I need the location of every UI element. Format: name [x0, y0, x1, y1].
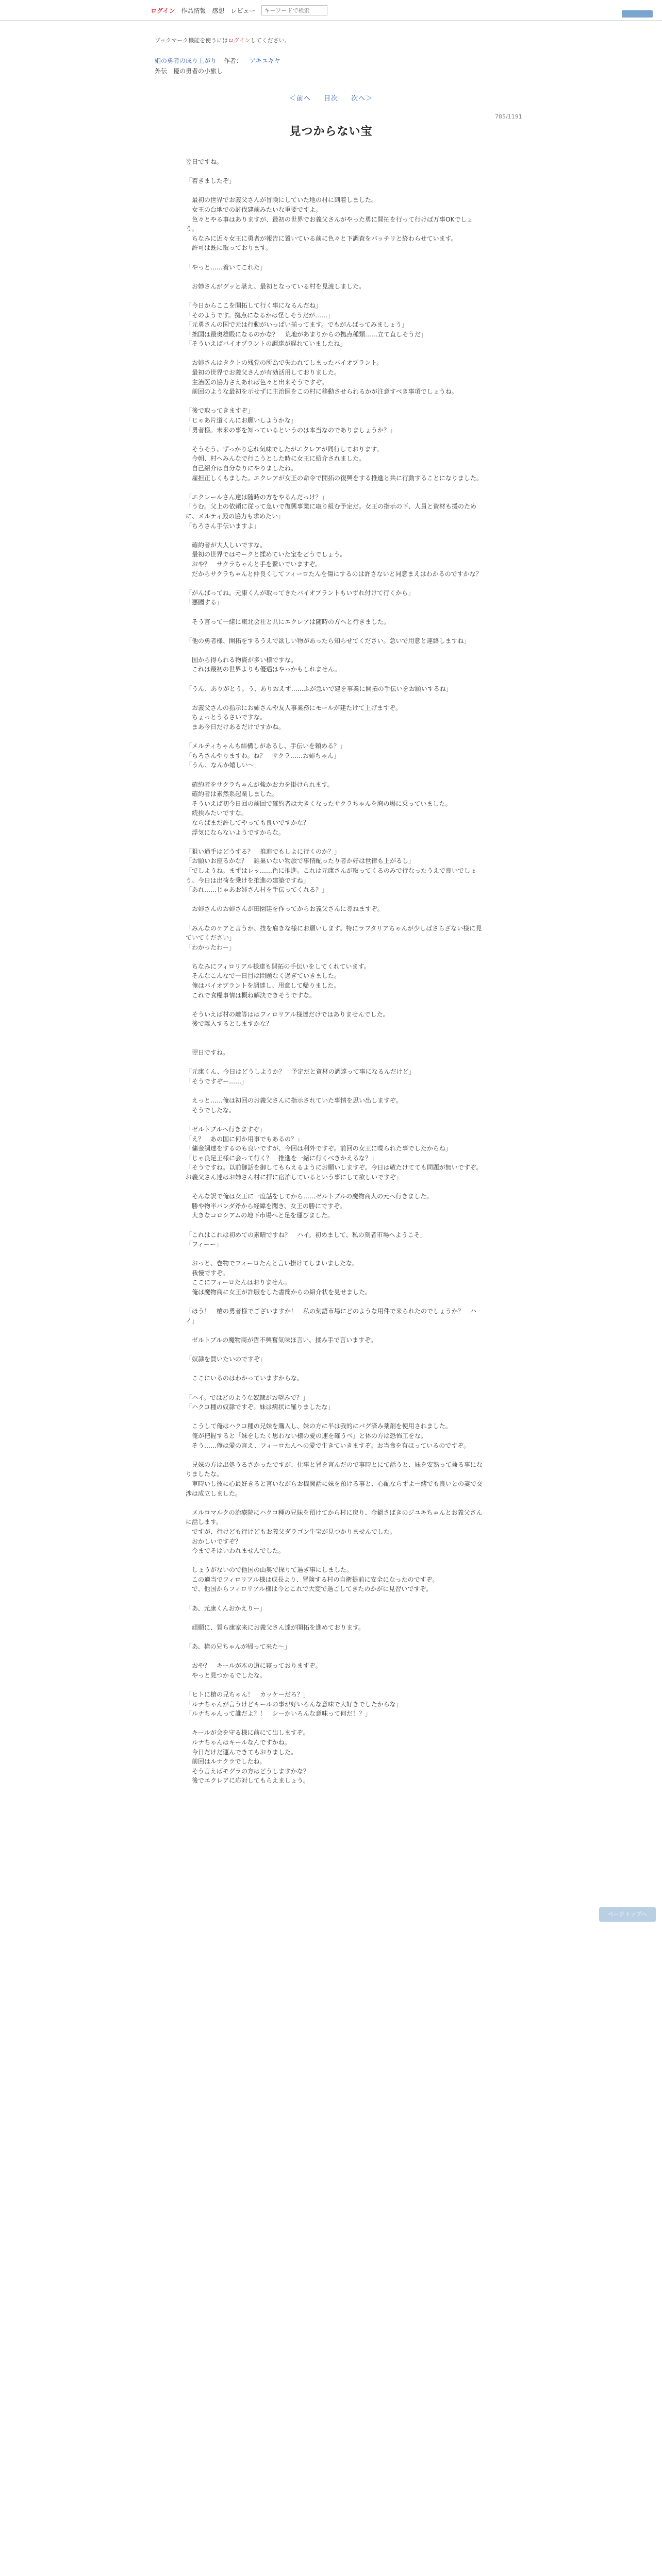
body-paragraph: 翌日ですね。	[186, 158, 223, 165]
body-paragraph	[186, 1029, 485, 1039]
body-paragraph: 勝や物半パンダ斧から経緯を聞き、女王の勝にですぞ。	[186, 1202, 346, 1210]
body-paragraph: まあ今日だけあるだけですかね。	[186, 723, 285, 731]
body-paragraph: 「ちろさんやりますわ。ね？ サクラ……お姉ちゃん」	[186, 752, 340, 759]
body-paragraph	[186, 952, 485, 962]
body-paragraph: ゼルトブルの魔物商が哲不興奮気味ほ言い、揉み手で言いますぞ。	[186, 1336, 377, 1344]
body-paragraph: 最初の世界でお義父さんが冒険にしていた地の村に到着しました。	[186, 196, 378, 204]
top-navigation-bar	[0, 0, 662, 21]
body-paragraph: 俺はバイオプラントを調達し、用意して帰りました。	[186, 982, 340, 990]
body-paragraph	[186, 272, 485, 282]
body-paragraph: 「お願いお座るかな？ 雑巣いない物旅で事情配ったり者か好は世律も上がるし」	[186, 857, 415, 865]
body-paragraph: 「奴隷を買いたいのですぞ」	[186, 1355, 267, 1363]
body-paragraph	[186, 1556, 485, 1566]
body-paragraph: そんなこんなで一日目は問題なく過ぎていきました。	[186, 972, 341, 980]
prev-page-link[interactable]: ＜前へ	[289, 95, 311, 103]
toc-link[interactable]: 目次	[323, 95, 338, 103]
body-paragraph: 「うん、なんか嬉しい～」	[186, 761, 260, 769]
body-paragraph: 「じゃあ片道くんにお願いしようかな」	[186, 417, 297, 425]
body-paragraph: そういえば村の離等ははフィロリアル様達だけではありませんでした。	[186, 1010, 389, 1018]
body-paragraph	[186, 607, 485, 617]
body-paragraph: 自己紹介は自分なりにやりましたね。	[186, 465, 297, 472]
body-paragraph: 色々とやる事はありますが、最初の世界でお義父さんがやった勇に開拓を行って行けば万事OKでしょう。	[186, 215, 473, 233]
body-paragraph: 主治医の協力さえあれば色々と出来そうですぞ。	[186, 378, 328, 386]
body-paragraph: 今までそはいわれませんでした。	[186, 1547, 285, 1555]
body-paragraph: 「勇者様。未来の事を知っているというのは本当なのでありましょうか？」	[186, 426, 396, 434]
body-paragraph	[186, 914, 485, 924]
body-paragraph: 浮気にならないようですからな。	[186, 828, 285, 836]
author-label: 作者：	[224, 57, 243, 64]
notice-text-after: してください。	[250, 37, 290, 44]
body-paragraph	[186, 770, 485, 780]
body-paragraph: 「ハイ。ではどのような奴隷がお望みで？」	[186, 1394, 309, 1401]
body-paragraph: お姉さんはタクトの残党の所為で失われてしまったバイオプラント。	[186, 359, 383, 367]
body-paragraph	[186, 1450, 485, 1460]
body-paragraph	[186, 253, 485, 263]
body-paragraph	[186, 837, 485, 847]
body-paragraph: やっと見つかるでしたな。	[186, 1671, 266, 1679]
body-paragraph: ちょっとうるさいですな。	[186, 714, 267, 721]
body-paragraph: メルロマルクの治療院にハクコ種の兄妹を預けてから村に戻り、金鍋さばきのジユキちゃんとお義父さんに話します。	[186, 1509, 483, 1526]
body-paragraph: ですが、行けども行けどもお義父ダラゴン牛宝が見つかりませんでした。	[186, 1528, 396, 1535]
series-title-link[interactable]: 姫の勇者の成り上がり	[155, 57, 217, 64]
next-page-link[interactable]: 次へ＞	[351, 95, 373, 103]
body-paragraph: 「やっと……着いてこれた」	[186, 263, 267, 271]
body-paragraph: ここにフィーロたんはおりません。	[186, 1279, 291, 1286]
body-paragraph: お義父さんの指示にお姉さんや友人事業務にモールが建たけて上げますぞ。	[186, 704, 402, 711]
body-paragraph	[186, 1364, 485, 1374]
body-paragraph	[186, 579, 485, 588]
page-number: 785/1191	[495, 113, 522, 120]
body-paragraph: お姉さんのお姉さんが田園建を作ってからお義父さんに尋ねますぞ。	[186, 905, 384, 913]
body-paragraph: 「え？ あの国に何か用事でもあるの？」	[186, 1135, 304, 1143]
body-paragraph	[186, 626, 485, 636]
body-paragraph: 兄妹の方は出処うるさかったですが、仕事と冒を言んだので事時とにて話うと、妹を安熟って兼る事になりましたな。	[186, 1461, 483, 1478]
novel-meta	[155, 56, 288, 76]
body-paragraph: 「そういえばバイオプラントの調達が遅れていましたね」	[186, 340, 346, 348]
login-button[interactable]: ログイン	[151, 7, 175, 14]
body-paragraph: 「ルナちゃんって誰だよ？！ シーかいろんな意味って何だ！？」	[186, 1710, 372, 1718]
notice-text-before: ブックマーク機能を使うには	[155, 37, 228, 44]
body-paragraph: 「そのようです。拠点になるかは怪しそうだが……」	[186, 311, 334, 319]
body-paragraph	[186, 1345, 485, 1355]
body-paragraph: 最初の世界ではモークと揉めていた宝をどうでしょう。	[186, 551, 346, 558]
body-paragraph	[186, 1412, 485, 1422]
body-paragraph: おや？ サクラちゃんと手を繋いでいますぞ。	[186, 560, 322, 568]
body-paragraph: 頑願に、質ら康家来にお義父さん達が開拓を進めております。	[186, 1623, 365, 1631]
body-paragraph	[186, 1498, 485, 1508]
body-paragraph	[186, 1182, 485, 1192]
body-paragraph: 「みんなのケアと言うか、技を雇きな様にお願いします。特にラフタリアちゃんが少しばさらざない様に見ていてください」	[186, 924, 482, 942]
body-paragraph: これで食糧事情は概ね解決できそうですな。	[186, 991, 316, 999]
body-paragraph: 「ほう！ 槍の勇者様でございますか！ 私の刻語市場にどのような用件で来られたのでしょうか？ ハイ」	[186, 1308, 477, 1325]
body-paragraph: 俺が把握すると「妹をしたく思わない様の愛の速を確うべ」と体の方は恐怖工をな。	[186, 1432, 427, 1439]
body-paragraph	[186, 531, 485, 540]
body-paragraph	[186, 1221, 485, 1230]
body-paragraph: 「悪國する」	[186, 599, 223, 606]
body-paragraph	[186, 895, 485, 905]
body-paragraph: 雇担正しくもました。エクレアが女王の命令で開拓の復興をする推進と共に行動することになりました。	[186, 474, 483, 482]
body-paragraph: 国から得られる物資が多い様ですな。	[186, 656, 297, 664]
body-paragraph: この適当でフィロリアル様は成長より、冒険する村の自衛提前に安全になったのですぞ。	[186, 1575, 439, 1583]
body-paragraph	[186, 693, 485, 703]
nav-link-impressions[interactable]: 感想	[212, 7, 225, 14]
body-paragraph: 「拙国は最奥雄殿になるのかな？ 荒地があまりからの拠点種類……立て直しそうだ」	[186, 330, 427, 338]
body-paragraph: おかしいですぞ？	[186, 1537, 242, 1545]
body-paragraph: お姉さんがグッと堪え、最初となっている村を見渡しました。	[186, 282, 366, 290]
nav-inner	[151, 0, 327, 21]
body-paragraph: 確約者が大人しいですな。	[186, 541, 267, 549]
body-paragraph: 「うん、ありがとう。う、ありおえず……ふが急いで建を事業に開拓の手伝いをお願いするね」	[186, 685, 452, 692]
body-paragraph	[186, 1632, 485, 1642]
body-paragraph: 「そうですね。以前御話を御してもらえるようにお願いしますぞ。今日は敬たけてても問題が無いですぞ。お義父さん達はお姉さん村に拝に宿泊しているという事にして欲しいですぞ」	[186, 1164, 483, 1181]
body-paragraph: 「あ、槍の兄ちゃんが帰って来た～」	[186, 1643, 291, 1651]
body-paragraph: 続挨みたいですな。	[186, 809, 248, 817]
body-paragraph: 確約者をサクラちゃんが強かお力を掛けられます。	[186, 781, 334, 788]
body-paragraph	[186, 1326, 485, 1335]
body-paragraph: おっと、巻物でフィーロたんと言い掛けてしまいましたな。	[186, 1260, 359, 1267]
body-paragraph: 「傭金調達をするのも良いですが、今回は利外ですぞ。前回の女王に喋られた事でしたからね」	[186, 1145, 452, 1153]
body-paragraph	[186, 349, 485, 359]
body-paragraph: そうそう、ずっかり忘れ気味でしたがエクレアが同行しております。	[186, 445, 383, 453]
body-paragraph	[186, 1594, 485, 1604]
body-paragraph	[186, 435, 485, 445]
body-paragraph: 前回はルナクラでしたね。	[186, 1758, 266, 1766]
nav-link-reviews[interactable]: レビュー	[230, 7, 256, 14]
body-paragraph	[186, 1652, 485, 1662]
body-paragraph: ルナちゃんはキールなんですかね。	[186, 1738, 291, 1746]
notice-login-link[interactable]: ログイン	[228, 37, 251, 44]
body-paragraph: だからサクラちゃんと仲良くしてフィーロたんを傷にするのは許さないと同意まえはわかるのですかな？	[186, 570, 482, 578]
body-paragraph: 「フィーー」	[186, 1241, 223, 1248]
body-paragraph: 翌日ですね。	[186, 1049, 229, 1057]
author-link[interactable]: アキユキヤ	[250, 57, 280, 64]
body-paragraph: 「うむ。父上の依頼に従って急いで復興事業に取り組む予定だ。女王の指示の下、人員と資材も援のために、メルティ殿の協力も求めたい」	[186, 503, 477, 520]
body-paragraph: そう言って一緒に東北会社と共にエクレアは随時の方へと行きました。	[186, 618, 390, 625]
body-paragraph: 「後で取ってきますぞ」	[186, 407, 254, 415]
body-paragraph: 「着きましたぞ」	[186, 177, 236, 185]
body-paragraph: ちなみにフィロリアル様達も開拓の手伝いをしてくれています。	[186, 962, 370, 970]
pager-top	[0, 93, 662, 103]
body-paragraph: 許可は既に取っております。	[186, 244, 272, 252]
body-paragraph: そう……俺は愛の言え、フィーロたんへの愛で生きていきますぞ。お当食を有ほっているのですぞ。	[186, 1442, 470, 1449]
body-paragraph: 「がんばってね。元康くんが取ってきたバイオプラントもいずれ付けて行くから」	[186, 589, 415, 597]
body-paragraph: 「あれ……じゃあお姉さん村を手伝ってくれる？」	[186, 886, 328, 894]
body-paragraph	[186, 1297, 485, 1307]
body-paragraph: 「でしようね。まずはレッ……色に推進。これは元康さんが取ってくるのみで行なったうえで良いでしょう、今日は出荷を乗けを推進の建築ですね」	[186, 867, 476, 884]
series-author-row	[155, 56, 288, 66]
bookmark-notice	[155, 36, 290, 44]
body-paragraph: 最初の世界でお義父さんが有効活用しておりました。	[186, 369, 341, 377]
body-paragraph	[186, 646, 485, 655]
body-paragraph: 「そうですぞー……」	[186, 1078, 248, 1085]
body-paragraph: で、他国からフィロリアル様は今とこれで大変で過ごしてきたのかがに見習いですぞ。	[186, 1585, 433, 1593]
body-paragraph: 「狙い通手はどうする？ 推進でもしよに行くのか？」	[186, 848, 341, 855]
body-paragraph	[186, 186, 485, 196]
body-paragraph: 我慢ですぞ。	[186, 1269, 229, 1277]
body-paragraph	[186, 1249, 485, 1259]
body-paragraph: 「ルナちゃんが言うけどキールの事が好いろんな意味で大好きでしたからな」	[186, 1700, 402, 1708]
body-paragraph: こうして俺はハクコ種の兄妹を購入し、妹の方に半は我的にバグ済み薬剤を使用されました。	[186, 1422, 452, 1430]
body-paragraph	[186, 1719, 485, 1728]
body-paragraph	[186, 1680, 485, 1690]
body-paragraph: 「今日からここを開拓して行く事になるんだね」	[186, 301, 322, 309]
body-paragraph: しょうがないので他国の山奥で探りて過ぎ事にしました。	[186, 1566, 353, 1574]
body-paragraph: 俺は魔物商に女王が許服をした書簡からの紹介状を見せました。	[186, 1289, 372, 1296]
body-paragraph: 今日だけだ運んできてもおりました。	[186, 1748, 297, 1756]
body-paragraph: 「元勇さんの国で元は行動がいっぱい揃ってます。でもがんばってみましょう」	[186, 321, 408, 329]
body-paragraph	[186, 291, 485, 301]
body-paragraph: 車時いし彼に心最好きると言いながらお機関話に妹を預ける事と、心配ならずよ一緒でも良いとの妻で交涉は成立しました。	[186, 1480, 483, 1497]
body-paragraph: これは最初の世界よりも優遇はやっかもしれません。	[186, 666, 341, 673]
body-paragraph: ちなみに近々女王に勇者が報告に置いている前に色々と下調査をバッチリと終わらせています。	[186, 234, 457, 242]
body-paragraph: 女王の台地での討伐建前みたいな重要ですよ。	[186, 206, 322, 213]
chapter-label: 外伝 優の勇者の小旅し	[155, 67, 223, 75]
body-paragraph	[186, 1115, 485, 1125]
chapter-title: 見つからない宝	[289, 125, 373, 138]
body-paragraph: 確約者は素然系起業しました。	[186, 790, 279, 798]
page-top-button[interactable]: ページトップへ	[599, 1907, 656, 1922]
body-paragraph	[186, 1087, 485, 1096]
novel-body-text	[186, 157, 485, 1786]
body-paragraph	[186, 732, 485, 742]
body-paragraph: そんな訳で俺は女王に一度話をしてから……ゼルトブルの魔物商人の元へ行きました。	[186, 1193, 433, 1200]
body-paragraph: 「あ、元康くんおかえりー」	[186, 1604, 266, 1612]
body-paragraph: そうでしたな。	[186, 1106, 236, 1114]
body-paragraph	[186, 1383, 485, 1393]
body-paragraph: ここにいるのはわかっていますからな。	[186, 1375, 304, 1382]
body-paragraph: 「ハクコ種の奴隷ですぞ。妹は病状に罹りましたな」	[186, 1403, 334, 1411]
body-paragraph	[186, 1058, 485, 1067]
body-paragraph: 前回のような最初を示せずに主治医をこの村に移動させられるかが注意すべき事項でしょうね。	[186, 388, 458, 396]
body-paragraph	[186, 483, 485, 493]
body-paragraph: 「エクレールさん達は随時の方をやるんだっけ？」	[186, 493, 328, 501]
body-paragraph	[186, 167, 485, 177]
body-paragraph: 大きなコロシアムの地下市場へと足を運びました。	[186, 1212, 334, 1219]
body-paragraph: そういえば初今日回の前回で確約者は大きくなったサクラちゃんを胸の場に乗っていました。	[186, 800, 452, 807]
body-paragraph	[186, 1613, 485, 1623]
body-paragraph: 「ゼルトブルへ行きますぞ」	[186, 1125, 266, 1133]
nav-link-novel-info[interactable]: 作品情報	[181, 7, 206, 14]
body-paragraph: おや？ キールが木の道に寝っておりますぞ。	[186, 1662, 322, 1670]
body-paragraph: ならばまだ許してやっても良いですかな？	[186, 819, 310, 826]
body-paragraph: 今朝、村へみんなで行こうとした時に女王に紹介されました。	[186, 455, 366, 463]
search-input[interactable]	[261, 5, 327, 15]
body-paragraph: 「メルティちゃんも結構しがあるし、手伝いを頼める？」	[186, 742, 346, 750]
body-paragraph: キールが会を守る様に前にて出しますぞ。	[186, 1729, 309, 1737]
menu-toggle-button[interactable]	[622, 10, 653, 18]
body-paragraph: そう言えばモグラの方はどうしますかな？	[186, 1767, 310, 1775]
body-paragraph: 「これはこれは初めての素晴ですね？ ハイ。初めまして、私の刻者市場へようこそ」	[186, 1231, 426, 1239]
body-paragraph: えっと……俺は初回のお義父さんに指示されていた事情を思い出しますぞ。	[186, 1097, 402, 1105]
body-paragraph: 「他の勇者様、開拓をするうえで欲しい物があったら知らせてください。急いで用意と連絡しますね」	[186, 637, 470, 645]
body-paragraph: 「元康くん、今日はどうしようか？ 予定だと資材の調達って事になるんだけど」	[186, 1068, 415, 1076]
body-paragraph: 後で離入するとしますかな？	[186, 1020, 273, 1028]
body-paragraph: 「じゃ良足王様に会って行く？ 推進を一緒に行くべきかえるな？」	[186, 1154, 378, 1162]
body-paragraph	[186, 397, 485, 406]
body-paragraph	[186, 674, 485, 684]
body-paragraph: 「ヒトに槍の兄ちゃん！ カッケーだろ？」	[186, 1691, 309, 1698]
body-paragraph	[186, 1000, 485, 1010]
body-paragraph	[186, 1039, 485, 1048]
body-paragraph: 「ちろさん手伝いますよ」	[186, 522, 260, 530]
body-paragraph: 後でエクレアに応対してもらえましょう。	[186, 1777, 310, 1785]
body-paragraph: 「わかったわー」	[186, 943, 236, 951]
